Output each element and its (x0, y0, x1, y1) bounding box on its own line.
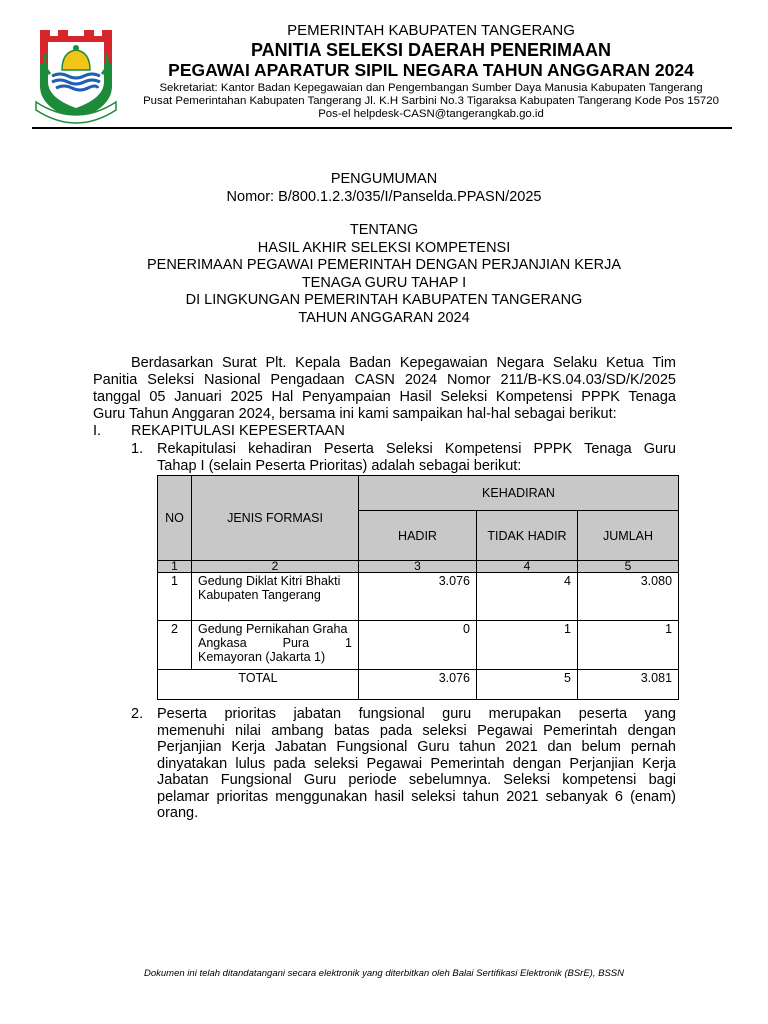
subject-line: HASIL AKHIR SELEKSI KOMPETENSI (257, 239, 511, 256)
row-no: 1 (158, 573, 192, 621)
subject-line: TENAGA GURU TAHAP I (301, 274, 467, 291)
header-jumlah: JUMLAH (578, 511, 679, 561)
table-row (158, 621, 679, 670)
item-line: orang. (157, 805, 199, 821)
jenis-word: 1 (345, 636, 352, 650)
letterhead (120, 23, 742, 123)
item-line: Rekapitulasi kehadiran Peserta Seleksi Kompetensi PPPK Tenaga Guru (157, 441, 676, 457)
item-line: Peserta prioritas jabatan fungsional guru merupakan peserta yang (157, 706, 676, 722)
announcement-number: Nomor: B/800.1.2.3/035/I/Panselda.PPASN/2025 (226, 188, 542, 205)
item-line: Jabatan Fungsional Guru periode sebelumnya. Seleksi kompetensi bagi (157, 772, 676, 788)
announcement-subject (32, 222, 736, 327)
letterhead-address: Pusat Pemerintahan Kabupaten Tangerang Jl. K.H Sarbini No.3 Tigaraksa Kabupaten Tangerang Kode Pos 15720 (143, 94, 719, 107)
column-number: 4 (477, 561, 578, 573)
jenis-line: Kemayoran (Jakarta 1) (198, 650, 326, 664)
row-tidak-hadir: 4 (477, 573, 578, 621)
total-tidak-hadir: 5 (477, 670, 578, 700)
paragraph-line: Panitia Seleksi Nasional Pengadaan CASN 2024 Nomor 211/B-KS.04.03/SD/K/2025 (93, 372, 676, 388)
column-number: 1 (158, 561, 192, 573)
row-jenis-formasi (192, 621, 359, 670)
header-no: NO (158, 476, 192, 561)
row-jumlah: 3.080 (578, 573, 679, 621)
section-number: I. (93, 423, 102, 439)
section-title: REKAPITULASI KEPESERTAAN (131, 423, 345, 439)
letterhead-email: Pos-el helpdesk-CASN@tangerangkab.go.id (318, 108, 544, 121)
total-jumlah: 3.081 (578, 670, 679, 700)
paragraph-line: Berdasarkan Surat Plt. Kepala Badan Kepegawaian Negara Selaku Ketua Tim (131, 355, 676, 371)
paragraph-line: tanggal 05 Januari 2025 Hal Penyampaian Hasil Seleksi Kompetensi PPPK Tenaga (93, 389, 676, 405)
jenis-line (198, 636, 352, 650)
total-label: TOTAL (158, 670, 359, 700)
table-row (158, 573, 679, 621)
announcement-heading (32, 171, 736, 206)
header-tidak-hadir: TIDAK HADIR (477, 511, 578, 561)
jenis-line: Gedung Pernikahan Graha (198, 622, 348, 636)
kabupaten-tangerang-logo (32, 24, 120, 124)
letterhead-sekretariat: Sekretariat: Kantor Badan Kepegawaian dan Pengembangan Sumber Daya Manusia Kabupaten Tangerang (159, 81, 703, 94)
table-total-row (158, 670, 679, 700)
item-1-text (157, 441, 676, 474)
item-line: dinyatakan lulus pada seleksi Pegawai Pemerintah dengan Perjanjian Kerja (157, 755, 676, 772)
item-1-number: 1. (131, 441, 144, 457)
subject-line: TAHUN ANGGARAN 2024 (298, 309, 470, 326)
jenis-line: Kabupaten Tangerang (198, 588, 321, 602)
total-hadir: 3.076 (359, 670, 477, 700)
letterhead-committee: PANITIA SELEKSI DAERAH PENERIMAAN (250, 40, 612, 60)
letterhead-government: PEMERINTAH KABUPATEN TANGERANG (287, 22, 575, 39)
header-jenis-formasi: JENIS FORMASI (192, 476, 359, 561)
jenis-word: Angkasa (198, 636, 247, 650)
header-kehadiran: KEHADIRAN (359, 476, 679, 511)
column-number: 3 (359, 561, 477, 573)
item-line: Tahap I (selain Peserta Prioritas) adalah sebagai berikut: (157, 457, 522, 474)
intro-paragraph (93, 355, 676, 423)
letterhead-committee-2: PEGAWAI APARATUR SIPIL NEGARA TAHUN ANGGARAN 2024 (168, 60, 694, 80)
letterhead-divider (32, 127, 732, 129)
item-2-number: 2. (131, 706, 144, 722)
column-number: 2 (192, 561, 359, 573)
item-2-text (157, 706, 676, 822)
subject-tentang: TENTANG (349, 222, 419, 238)
column-number: 5 (578, 561, 679, 573)
subject-line: DI LINGKUNGAN PEMERINTAH KABUPATEN TANGERANG (185, 292, 583, 308)
row-no: 2 (158, 621, 192, 670)
header-hadir: HADIR (359, 511, 477, 561)
attendance-table (157, 475, 679, 700)
row-jenis-formasi (192, 573, 359, 621)
row-hadir: 0 (359, 621, 477, 670)
item-line: pelamar prioritas menggunakan hasil seleksi tahun 2021 sebanyak 6 (enam) (157, 788, 676, 805)
subject-line: PENERIMAAN PEGAWAI PEMERINTAH DENGAN PERJANJIAN KERJA (146, 257, 621, 273)
paragraph-line: Guru Tahun Anggaran 2024, bersama ini kami sampaikan hal-hal sebagai berikut: (93, 406, 617, 422)
jenis-word: Pura (282, 636, 310, 650)
electronic-signature-note: Dokumen ini telah ditandatangani secara elektronik yang diterbitkan oleh Balai Sertifikasi Elektronik (BSrE), BSSN (144, 968, 624, 979)
item-line: Perjanjian Kerja Jabatan Fungsional Guru tahun 2021 dan belum pernah (157, 739, 676, 755)
row-tidak-hadir: 1 (477, 621, 578, 670)
jenis-line: Gedung Diklat Kitri Bhakti (198, 574, 341, 588)
item-line: memenuhi nilai ambang batas pada seleksi Pegawai Pemerintah dengan (157, 722, 676, 739)
row-hadir: 3.076 (359, 573, 477, 621)
announcement-title: PENGUMUMAN (330, 171, 438, 187)
row-jumlah: 1 (578, 621, 679, 670)
